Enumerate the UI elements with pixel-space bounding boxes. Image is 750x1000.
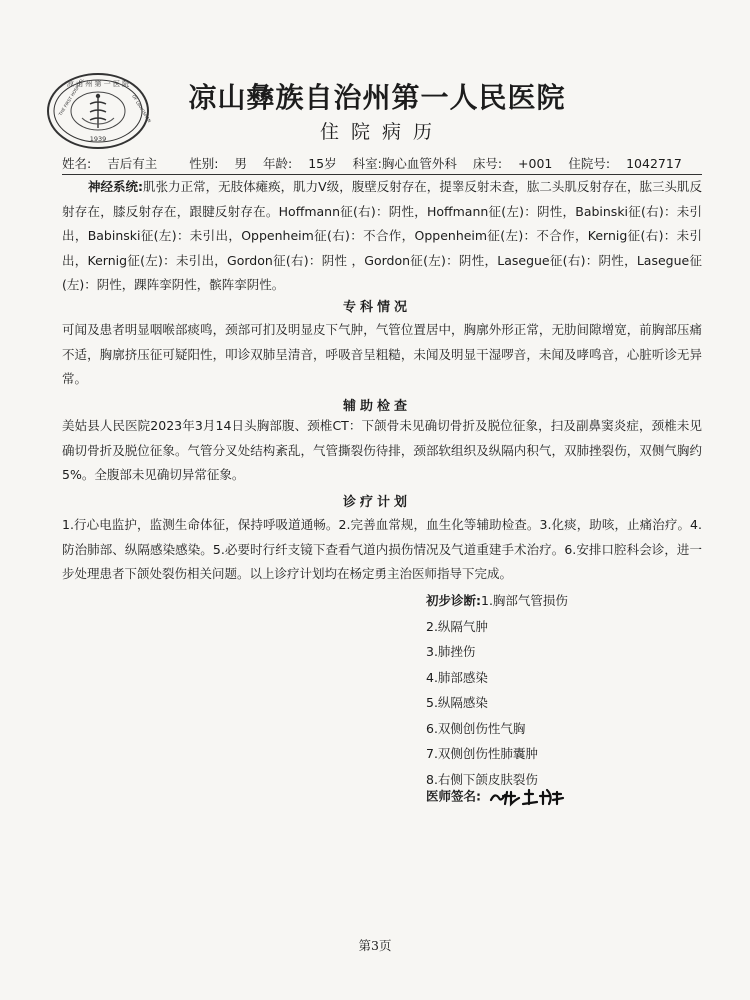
dept-label: 科室: <box>352 156 382 171</box>
svg-text:凉 山 州 第 一 医 院: 凉 山 州 第 一 医 院 <box>66 80 130 88</box>
signature-row <box>426 786 575 808</box>
name-label: 姓名: <box>62 156 92 171</box>
neuro-label: 神经系统: <box>88 179 144 194</box>
diagnosis-block <box>426 588 568 792</box>
sex-label: 性别: <box>189 156 219 171</box>
diagnosis-item: 6.双侧创伤性气胸 <box>426 720 526 736</box>
diagnosis-item: 7.双侧创伤性肺囊肿 <box>426 746 538 761</box>
diagnosis-item: 5.纵隔感染 <box>426 695 488 710</box>
auxiliary-text: 美姑县人民医院2023年3月14日头胸部腹、颈椎CT：下颌骨未见确切骨折及脱位征象，扫及副鼻窦炎症，颈椎未见确切骨折及脱位征象。气管分叉处结构紊乱，气管撕裂伤待排，颈部软组织及纵隔内积气，双肺挫裂伤，双侧气胸约5%。全腹部未见确切异常征象。 <box>62 418 702 482</box>
page-number: 第3页 <box>358 938 392 953</box>
patient-sex: 男 <box>234 156 247 171</box>
age-label: 年龄: <box>262 156 293 171</box>
hospital-name: 凉山彝族自治州第一人民医院 <box>188 81 566 114</box>
diagnosis-label: 初步诊断: <box>426 593 481 608</box>
plan-text: 1.行心电监护，监测生命体征，保持呼吸道通畅。2.完善血常规，血生化等辅助检查。3.化痰，助咳，止痛治疗。4.防治肺部、纵隔感染感染。5.必要时行纤支镜下查看气道内损伤情况及气道重建手术治疗。6.安排口腔科会诊，进一步处理患者下颌处裂伤相关问题。以上诊疗计划均在杨定勇主治医师指导下完成。 <box>62 517 702 581</box>
svg-text:THE FIRST HOSPITAL: THE FIRST HOSPITAL <box>57 77 85 117</box>
diagnosis-item: 8.右侧下颌皮肤裂伤 <box>426 771 538 787</box>
specialty-text: 可闻及患者明显咽喉部痰鸣，颈部可扪及明显皮下气肿，气管位置居中，胸廓外形正常，无肋间隙增宽，前胸部压痛不适，胸廓挤压征可疑阳性，叩诊双肺呈清音，呼吸音呈粗糙，未闻及明显干湿啰音，未闻及哮鸣音，心脏听诊无异常。 <box>62 322 702 386</box>
patient-age: 15岁 <box>308 156 337 171</box>
bed-label: 床号: <box>472 156 503 171</box>
admission-label: 住院号: <box>568 156 611 171</box>
patient-info-row <box>62 155 702 175</box>
diagnosis-item: 3.肺挫伤 <box>426 644 476 659</box>
signature-label: 医师签名: <box>426 788 481 804</box>
specialty-heading: 专科情况 <box>342 300 411 315</box>
neuro-section <box>62 175 702 298</box>
svg-text:OF LIANGSHAN: OF LIANGSHAN <box>131 93 153 124</box>
plan-heading: 诊疗计划 <box>342 495 411 510</box>
diagnosis-item: 2.纵隔气肿 <box>426 618 488 634</box>
diagnosis-row-1 <box>426 588 568 614</box>
svg-text:1939: 1939 <box>89 135 107 143</box>
diagnosis-item: 4.肺部感染 <box>426 669 488 685</box>
neuro-text: 肌张力正常，无肢体瘫痪，肌力Ⅴ级，腹壁反射存在，提睾反射未查，肱二头肌反射存在，肱三头肌反射存在，膝反射存在，跟腱反射存在。Hoffmann征(右)：阴性，Hoffmann征(左)：阴性，Babinski征(右)：未引出，Babinski征(左)：未引出，Oppenheim征(右)：不合作，Oppenheim征(左)：不合作，Kernig征(右)：未引出，Kernig征(左)：未引出，Gordon征(右)：阴性 ，Gordon征(左)：阴性，Lasegue征(右)：阴性，Lasegue征(左)：阴性，踝阵挛阴性，髌阵挛阴性。 <box>62 179 702 292</box>
admission-number: 1042717 <box>626 156 682 171</box>
auxiliary-heading: 辅助检查 <box>342 399 411 414</box>
diagnosis-item: 1.胸部气管损伤 <box>481 593 568 608</box>
patient-name: 吉后有主 <box>107 156 158 171</box>
patient-dept: 胸心血管外科 <box>381 156 457 171</box>
record-title: 住院病历 <box>319 121 444 143</box>
patient-bed: +001 <box>518 156 553 171</box>
handwritten-signature-icon <box>485 786 575 808</box>
